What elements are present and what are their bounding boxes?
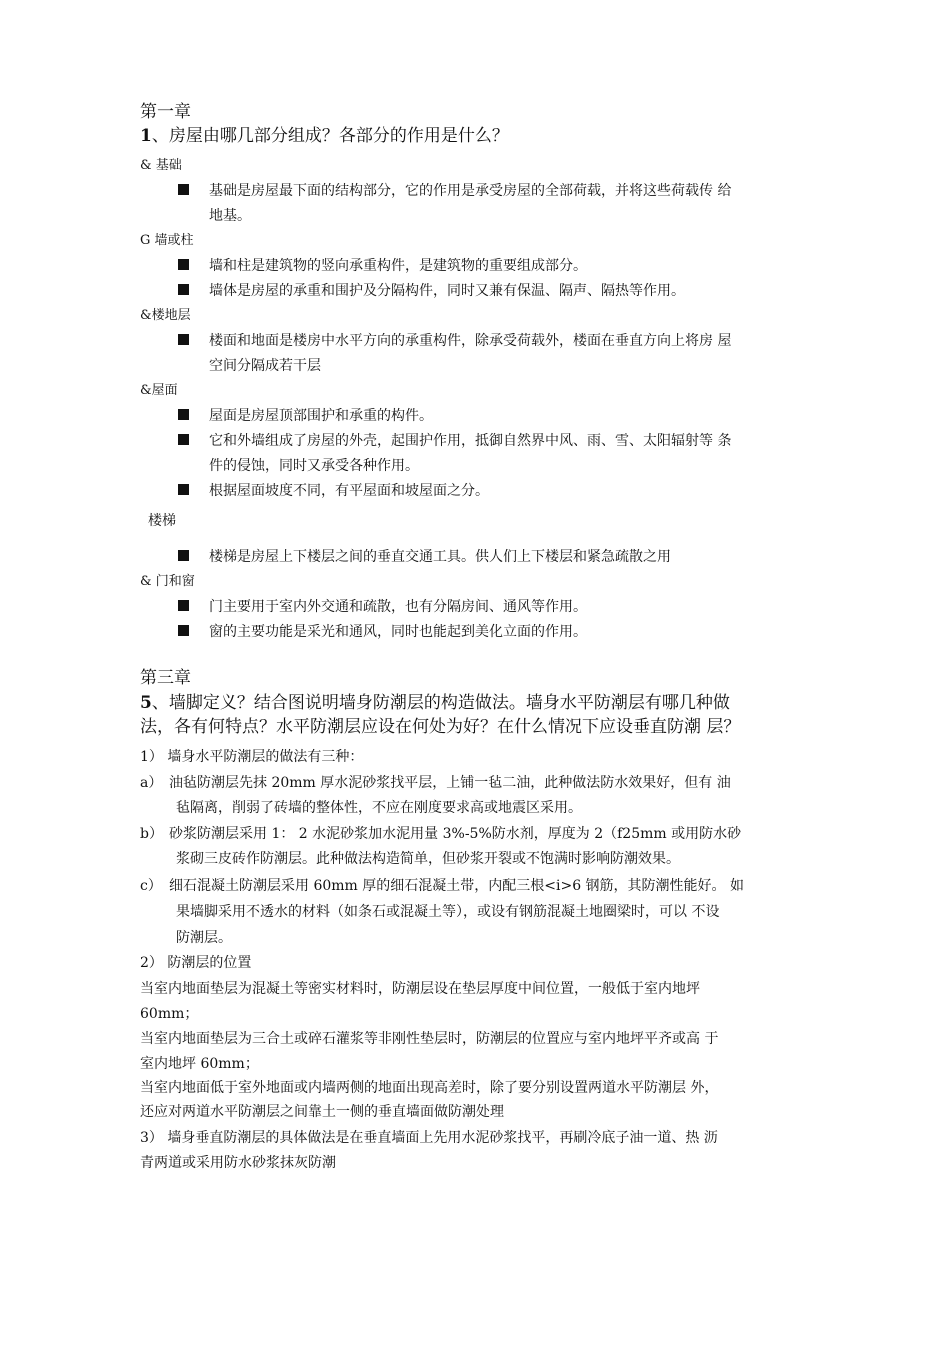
- paragraph: 当室内地面垫层为混凝土等密实材料时，防潮层设在垫层厚度中间位置，一般低于室内地坪: [140, 981, 700, 997]
- paragraph: 2） 防潮层的位置: [140, 955, 252, 971]
- list-item-continued: 地基。: [209, 208, 251, 224]
- list-item: 砂浆防潮层采用 1： 2 水泥砂浆加水泥用量 3%-5%防水剂，厚度为 2（f25mm 或用防水砂: [169, 826, 742, 842]
- question-heading: [140, 128, 509, 145]
- bullet-icon: [178, 625, 189, 636]
- list-item: 根据屋面坡度不同，有平屋面和坡屋面之分。: [209, 483, 489, 499]
- list-item-continued: 空间分隔成若干层: [209, 358, 321, 374]
- list-item: 细石混凝土防潮层采用 60mm 厚的细石混凝土带，内配三根<i>6 钢筋，其防潮性能好。 如: [169, 878, 745, 894]
- bullet-icon: [178, 550, 189, 561]
- paragraph: 当室内地面低于室外地面或内墙两侧的地面出现高差时，除了要分别设置两道水平防潮层 外，: [140, 1080, 719, 1096]
- list-item: 它和外墙组成了房屋的外壳，起围护作用，抵御自然界中风、雨、雪、太阳辐射等 条: [209, 433, 732, 449]
- list-item-continued: 浆砌三皮砖作防潮层。此种做法构造简单，但砂浆开裂或不饱满时影响防潮效果。: [176, 851, 680, 867]
- list-label: b）: [140, 826, 163, 842]
- bullet-icon: [178, 334, 189, 345]
- section-heading: &屋面: [140, 383, 178, 398]
- list-item: 楼梯是房屋上下楼层之间的垂直交通工具。供人们上下楼层和紧急疏散之用: [209, 549, 671, 565]
- question-text: 、房屋由哪几部分组成？各部分的作用是什么？: [151, 126, 509, 146]
- bullet-icon: [178, 434, 189, 445]
- bullet-icon: [178, 184, 189, 195]
- list-item-continued: 防潮层。: [176, 930, 232, 946]
- list-item: 门主要用于室内外交通和疏散，也有分隔房间、通风等作用。: [209, 599, 587, 615]
- list-item: 窗的主要功能是采光和通风，同时也能起到美化立面的作用。: [209, 624, 587, 640]
- paragraph-continued: 青两道或采用防水砂浆抹灰防潮: [140, 1155, 336, 1171]
- paragraph-continued: 室内地坪 60mm；: [140, 1056, 259, 1072]
- list-item-continued: 毡隔离，削弱了砖墙的整体性，不应在刚度要求高或地震区采用。: [176, 800, 582, 816]
- chapter-title: 第三章: [140, 668, 191, 688]
- list-item: 楼面和地面是楼房中水平方向的承重构件，除承受荷载外，楼面在垂直方向上将房 屋: [209, 333, 732, 349]
- bullet-icon: [178, 284, 189, 295]
- bullet-icon: [178, 484, 189, 495]
- paragraph-continued: 60mm；: [140, 1006, 199, 1022]
- question-text: 、墙脚定义？结合图说明墙身防潮层的构造做法。墙身水平防潮层有哪几种做: [151, 693, 730, 713]
- question-number: 1: [140, 126, 152, 146]
- list-item: 屋面是房屋顶部围护和承重的构件。: [209, 408, 433, 424]
- question-number: 5: [140, 693, 152, 713]
- bullet-icon: [178, 600, 189, 611]
- paragraph-continued: 还应对两道水平防潮层之间靠土一侧的垂直墙面做防潮处理: [140, 1104, 504, 1120]
- paragraph: 当室内地面垫层为三合土或碎石灌浆等非刚性垫层时，防潮层的位置应与室内地坪平齐或高 于: [140, 1031, 719, 1047]
- list-label: a）: [140, 775, 163, 791]
- list-item: 墙和柱是建筑物的竖向承重构件，是建筑物的重要组成部分。: [209, 258, 587, 274]
- list-item: 油毡防潮层先抹 20mm 厚水泥砂浆找平层，上铺一毡二油，此种做法防水效果好，但有 油: [169, 775, 731, 791]
- list-item-continued: 件的侵蚀，同时又承受各种作用。: [209, 458, 419, 474]
- bullet-icon: [178, 259, 189, 270]
- section-heading: G 墙或柱: [140, 233, 194, 248]
- question-text-continued: 法，各有何特点？水平防潮层应设在何处为好？在什么情况下应设垂直防潮 层？: [140, 717, 741, 737]
- list-label: c）: [140, 878, 162, 894]
- question-heading: [140, 695, 730, 712]
- chapter-title: 第一章: [140, 102, 191, 122]
- section-heading: & 基础: [140, 158, 182, 173]
- list-item: 基础是房屋最下面的结构部分，它的作用是承受房屋的全部荷载，并将这些荷载传 给: [209, 183, 732, 199]
- section-heading: & 门和窗: [140, 574, 195, 589]
- bullet-icon: [178, 409, 189, 420]
- list-item-continued: 果墙脚采用不透水的材料（如条石或混凝土等），或设有钢筋混凝土地圈梁时，可以 不设: [176, 904, 720, 920]
- section-heading: 楼梯: [148, 513, 176, 529]
- section-heading: &楼地层: [140, 308, 191, 323]
- list-item: 墙体是房屋的承重和围护及分隔构件，同时又兼有保温、隔声、隔热等作用。: [209, 283, 685, 299]
- paragraph: 3） 墙身垂直防潮层的具体做法是在垂直墙面上先用水泥砂浆找平，再刷冷底子油一道、热 沥: [140, 1130, 718, 1146]
- paragraph: 1） 墙身水平防潮层的做法有三种：: [140, 749, 364, 765]
